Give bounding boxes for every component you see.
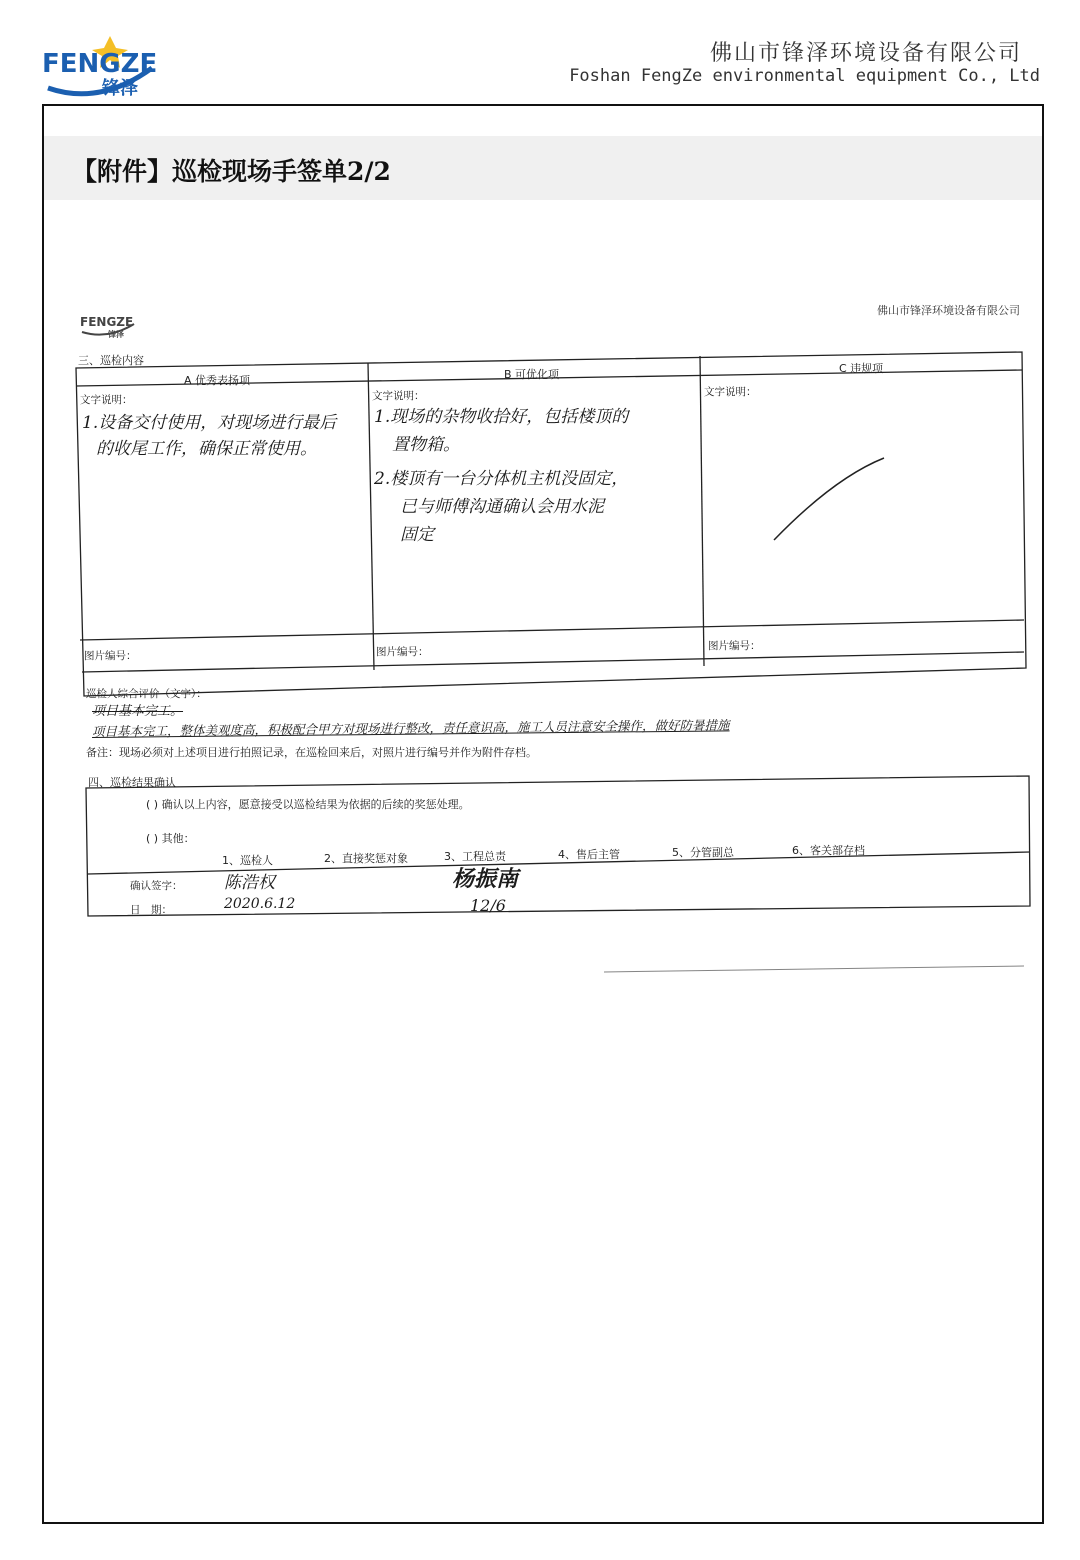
page-title: 【附件】巡检现场手签单2/2 (72, 157, 391, 186)
inspector-date: 2020.6.12 (224, 896, 296, 912)
column-b-header: B 可优化项 (504, 368, 560, 381)
company-name-en: Foshan FengZe environmental equipment Co., Ltd (569, 66, 1040, 86)
engineer-date: 12/6 (470, 896, 506, 915)
sign-col-target: 2、直接奖惩对象 (324, 852, 408, 865)
col-a-handwriting-line-2: 的收尾工作，确保正常使用。 (96, 439, 317, 459)
section-4-title: 四、巡检结果确认 (88, 776, 176, 789)
scan-company: 佛山市锋泽环境设备有限公司 (877, 304, 1020, 317)
col-b-handwriting-line-1: 1.现场的杂物收拾好，包括楼顶的 (374, 407, 629, 427)
remark-note: 备注：现场必须对上述项目进行拍照记录，在巡检回来后，对照片进行编号并作为附件存档。 (86, 746, 537, 759)
company-name-cn: 佛山市锋泽环境设备有限公司 (709, 41, 1022, 66)
overall-eval-struck: 项目基本完工。 (92, 704, 184, 719)
col-b-photo-label: 图片编号： (376, 646, 429, 658)
sign-col-archive: 6、客关部存档 (792, 844, 865, 857)
col-c-photo-label: 图片编号： (708, 640, 761, 652)
col-b-handwriting-line-4: 已与师傅沟通确认会用水泥 (400, 497, 604, 517)
sign-col-aftersales: 4、售后主管 (558, 848, 620, 861)
col-a-photo-label: 图片编号： (84, 650, 137, 662)
col-b-handwriting-line-5: 固定 (400, 525, 434, 545)
svg-text:FENGZE: FENGZE (42, 49, 158, 79)
sign-col-engineering: 3、工程总责 (444, 850, 506, 863)
col-a-handwriting-line-1: 1.设备交付使用，对现场进行最后 (82, 413, 337, 433)
inspector-signature: 陈浩权 (224, 873, 275, 893)
svg-text:FENGZE: FENGZE (80, 315, 134, 329)
overall-eval-text: 项目基本完工，整体美观度高，积极配合甲方对现场进行整改，责任意识高，施工人员注意安全操作，做好防暑措施 (91, 717, 730, 739)
sign-label: 确认签字： (130, 880, 183, 892)
col-a-text-label: 文字说明： (80, 394, 133, 406)
column-c-header: C 违规项 (839, 362, 884, 375)
engineer-signature: 杨振南 (452, 866, 519, 892)
col-b-handwriting-line-3: 2.楼顶有一台分体机主机没固定， (374, 469, 629, 489)
col-c-text-label: 文字说明： (704, 386, 757, 398)
document-frame (42, 104, 1044, 1524)
col-b-handwriting-line-2: 置物箱。 (392, 435, 460, 455)
sign-col-vp: 5、分管副总 (672, 846, 734, 859)
form-grid-lines (74, 296, 1034, 976)
overall-eval-label: 巡检人综合评价（文字）： (86, 688, 207, 700)
section-3-title: 三、巡检内容 (78, 354, 144, 367)
column-a-header: A 优秀表扬项 (184, 374, 251, 387)
svg-text:锋泽: 锋泽 (108, 330, 124, 338)
col-b-text-label: 文字说明： (372, 390, 425, 402)
svg-text:锋泽: 锋泽 (102, 78, 138, 99)
fengze-logo (40, 28, 160, 100)
scanned-inspection-form (74, 296, 1034, 976)
other-option: ( ) 其他： (146, 832, 195, 845)
confirm-option: ( ) 确认以上内容，愿意接受以巡检结果为依据的后续的奖惩处理。 (146, 798, 470, 811)
sign-col-inspector: 1、巡检人 (222, 854, 273, 867)
title-bar (44, 136, 1042, 200)
date-label: 日 期： (130, 904, 172, 916)
